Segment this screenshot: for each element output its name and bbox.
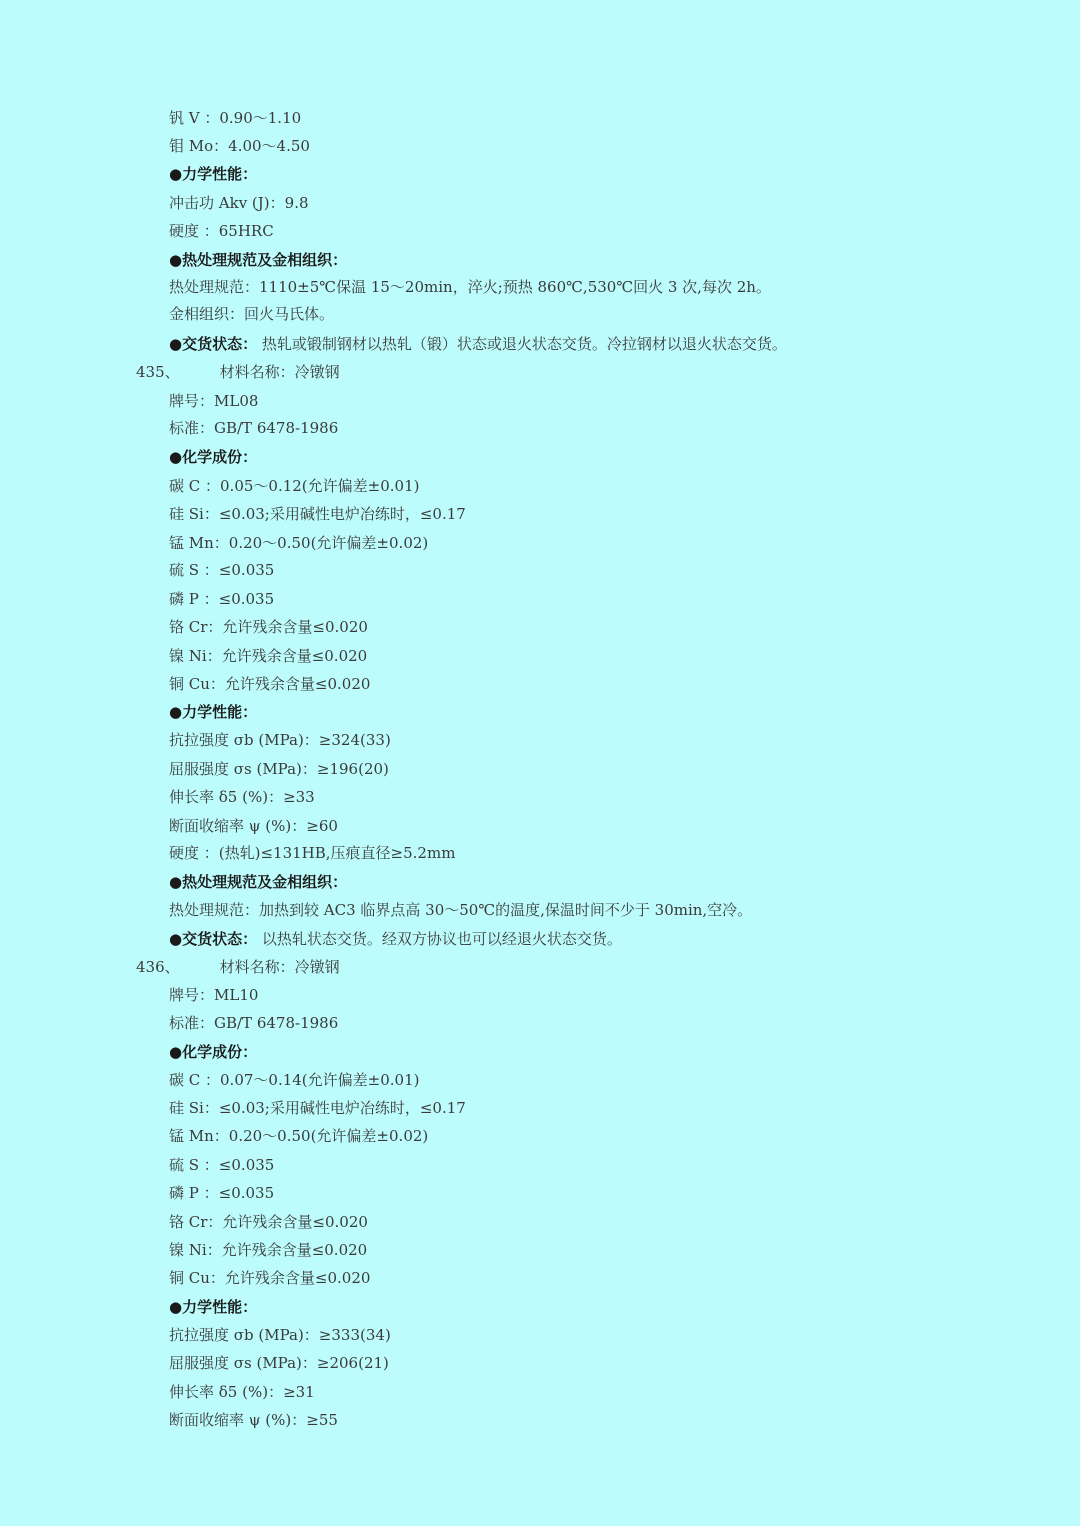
area-reduction-line: 断面收缩率 ψ (%)：≥55 xyxy=(169,1411,338,1429)
nickel-line: 镍 Ni：允许残余含量≤0.020 xyxy=(169,1241,368,1259)
elongation-line: 伸长率 δ5 (%)：≥31 xyxy=(169,1383,315,1401)
delivery-text: 以热轧状态交货。经双方协议也可以经退火状态交货。 xyxy=(261,930,622,948)
yield-strength-line: 屈服强度 σs (MPa)：≥196(20) xyxy=(169,760,389,778)
sulfur-line: 硫 S ：≤0.035 xyxy=(169,561,275,579)
heat-treatment-line: 热处理规范：1110±5℃保温 15～20min，淬火;预热 860℃,530℃回火 3 次,每次 2h。 xyxy=(169,278,771,296)
carbon-line: 碳 C ：0.07～0.14(允许偏差±0.01) xyxy=(169,1071,420,1089)
material-name: 材料名称：冷镦钢 xyxy=(219,363,340,381)
molybdenum-line: 钼 Mo：4.00～4.50 xyxy=(169,137,310,155)
manganese-line: 锰 Mn：0.20～0.50(允许偏差±0.02) xyxy=(169,1127,429,1145)
heat-treatment-line: 热处理规范：加热到较 AC3 临界点高 30～50℃的温度,保温时间不少于 30min,空冷。 xyxy=(169,901,753,919)
section-heading-delivery: ●交货状态： xyxy=(169,930,258,948)
copper-line: 铜 Cu：允许残余含量≤0.020 xyxy=(169,1269,371,1287)
material-name: 材料名称：冷镦钢 xyxy=(219,958,340,976)
section-heading-composition: ●化学成份： xyxy=(169,448,258,466)
microstructure-line: 金相组织：回火马氏体。 xyxy=(169,305,335,323)
impact-energy-line: 冲击功 Akv (J)：9.8 xyxy=(169,194,309,212)
entry-number: 435、 xyxy=(136,363,180,381)
vanadium-line: 钒 V ：0.90～1.10 xyxy=(169,109,302,127)
hardness-line: 硬度 ：65HRC xyxy=(169,222,274,240)
yield-strength-line: 屈服强度 σs (MPa)：≥206(21) xyxy=(169,1354,389,1372)
delivery-text: 热轧或锻制钢材以热轧（锻）状态或退火状态交货。冷拉钢材以退火状态交货。 xyxy=(261,335,787,353)
delivery-line xyxy=(169,334,787,354)
silicon-line: 硅 Si：≤0.03;采用碱性电炉冶练时，≤0.17 xyxy=(169,505,466,523)
section-heading-delivery: ●交货状态： xyxy=(169,335,258,353)
chromium-line: 铬 Cr：允许残余含量≤0.020 xyxy=(169,1213,368,1231)
phosphorus-line: 磷 P ：≤0.035 xyxy=(169,1184,275,1202)
area-reduction-line: 断面收缩率 ψ (%)：≥60 xyxy=(169,817,338,835)
section-heading-mechanical: ●力学性能： xyxy=(169,1298,258,1316)
carbon-line: 碳 C ：0.05～0.12(允许偏差±0.01) xyxy=(169,477,420,495)
entry-number: 436、 xyxy=(136,958,180,976)
section-heading-heat-treatment: ●热处理规范及金相组织： xyxy=(169,251,348,269)
grade-line: 牌号：ML08 xyxy=(169,392,259,410)
section-heading-mechanical: ●力学性能： xyxy=(169,703,258,721)
entry-436 xyxy=(136,957,340,977)
chromium-line: 铬 Cr：允许残余含量≤0.020 xyxy=(169,618,368,636)
tensile-strength-line: 抗拉强度 σb (MPa)：≥333(34) xyxy=(169,1326,391,1344)
hardness-line: 硬度 ：(热轧)≤131HB,压痕直径≥5.2mm xyxy=(169,844,456,862)
delivery-line xyxy=(169,929,622,949)
section-heading-heat-treatment: ●热处理规范及金相组织： xyxy=(169,873,348,891)
section-heading-mechanical: ●力学性能： xyxy=(169,165,258,183)
nickel-line: 镍 Ni：允许残余含量≤0.020 xyxy=(169,647,368,665)
manganese-line: 锰 Mn：0.20～0.50(允许偏差±0.02) xyxy=(169,534,429,552)
phosphorus-line: 磷 P ：≤0.035 xyxy=(169,590,275,608)
grade-line: 牌号：ML10 xyxy=(169,986,259,1004)
elongation-line: 伸长率 δ5 (%)：≥33 xyxy=(169,788,315,806)
section-heading-composition: ●化学成份： xyxy=(169,1043,258,1061)
tensile-strength-line: 抗拉强度 σb (MPa)：≥324(33) xyxy=(169,731,391,749)
standard-line: 标准：GB/T 6478-1986 xyxy=(169,419,339,437)
copper-line: 铜 Cu：允许残余含量≤0.020 xyxy=(169,675,371,693)
silicon-line: 硅 Si：≤0.03;采用碱性电炉冶练时，≤0.17 xyxy=(169,1099,466,1117)
entry-435 xyxy=(136,362,340,382)
standard-line: 标准：GB/T 6478-1986 xyxy=(169,1014,339,1032)
sulfur-line: 硫 S ：≤0.035 xyxy=(169,1156,275,1174)
